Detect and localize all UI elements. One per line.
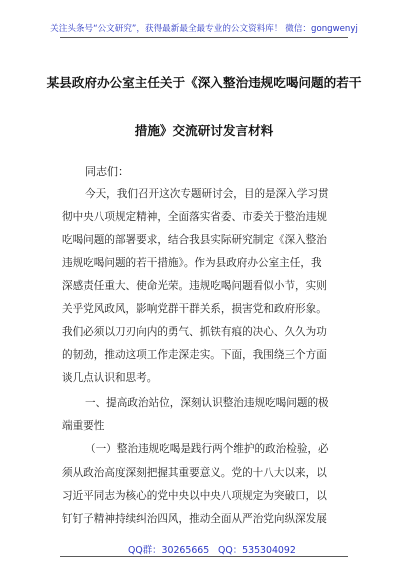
document-title-line-1: 某县政府办公室主任关于《深入整治违规吃喝问题的若干: [46, 75, 362, 90]
paragraph-line: 关乎党风政风，影响党群干群关系，损害党和政府形象。: [62, 303, 327, 315]
header-notice: 关注头条号“公文研究”，获得最新最全最专业的公文资料库！ 微信：gongwenyj: [50, 24, 358, 34]
paragraph-line: 我们必须以刀刃向内的勇气、抓铁有痕的决心、久久为功: [62, 326, 327, 338]
footer-qq-number: QQ：535304092: [218, 545, 296, 556]
section-heading-line: 一、提高政治站位，深刻认识整治违规吃喝问题的极: [85, 397, 329, 409]
paragraph-line: 习近平同志为核心的党中央以中央八项规定为突破口，以: [62, 490, 327, 502]
section-heading-line: 端重要性: [62, 420, 105, 432]
salutation: 同志们：: [85, 165, 129, 178]
paragraph-line: 钉钉子精神持续纠治四风，推动全面从严治党向纵深发展: [62, 513, 327, 525]
paragraph-line: 今天，我们召开这次专题研讨会，目的是深入学习贯: [85, 188, 329, 200]
document-title-line-2: 措施》交流研讨发言材料: [134, 123, 274, 138]
paragraph-line: 须从政治高度深刻把握其重要意义。党的十八大以来，以: [62, 467, 327, 479]
paragraph-line: 的韧劲，推动这项工作走深走实。下面，我围绕三个方面: [62, 349, 327, 361]
paragraph-line: 谈几点认识和思考。: [62, 372, 158, 384]
paragraph-line: 深感责任重大、使命光荣。违规吃喝问题看似小节，实则: [62, 280, 327, 292]
header-divider: [60, 37, 348, 38]
paragraph-line: 吃喝问题的部署要求，结合我县实际研究制定《深入整治: [62, 234, 327, 246]
footer-divider: [60, 556, 348, 557]
paragraph-line: （一）整治违规吃喝是践行两个维护的政治检验，必: [85, 443, 329, 455]
paragraph-line: 彻中央八项规定精神，全面落实省委、市委关于整治违规: [62, 211, 327, 223]
paragraph-line: 违规吃喝问题的若干措施》。作为县政府办公室主任，我: [62, 257, 322, 269]
footer-qq-group: QQ群：30265665: [128, 545, 210, 556]
